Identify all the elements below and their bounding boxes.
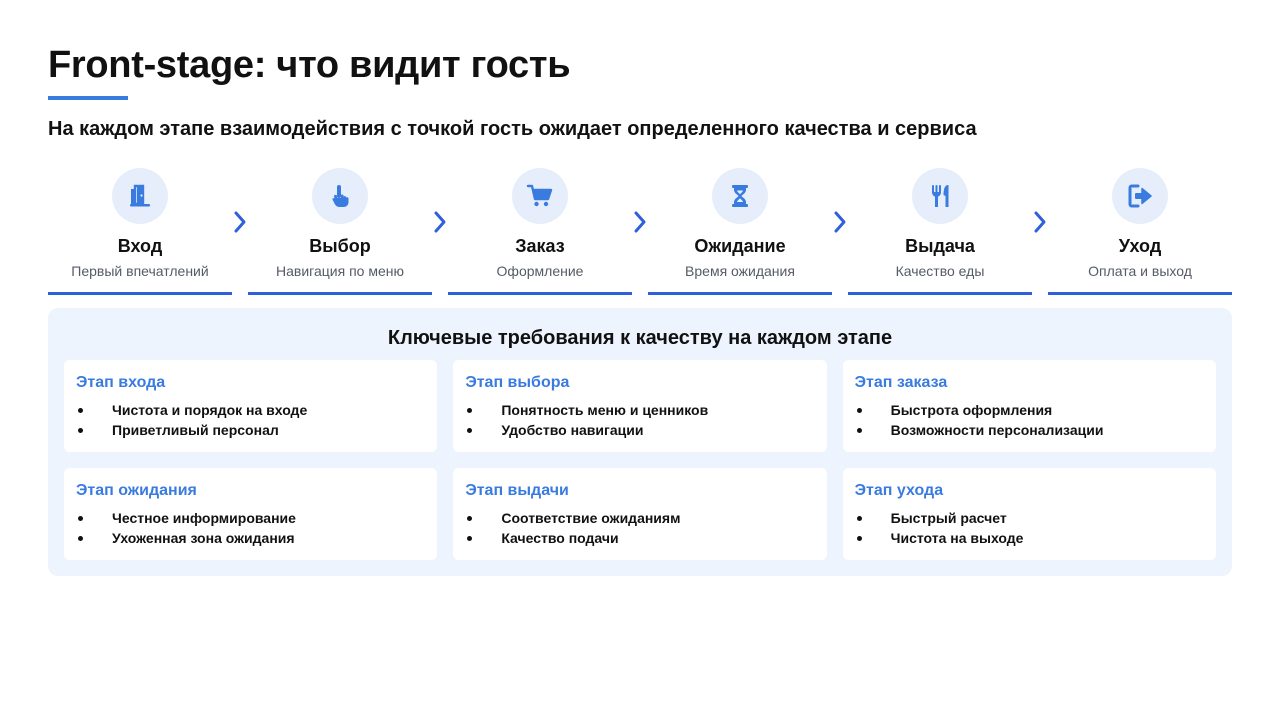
door-enter-icon: [112, 168, 168, 224]
stage-name: Заказ: [515, 236, 565, 256]
requirement-card-entry: [64, 360, 437, 452]
requirement-card-order: [843, 360, 1216, 452]
stage-waiting: [648, 168, 832, 295]
list-item: Быстрота оформления: [855, 400, 1204, 420]
list-item: Ухоженная зона ожидания: [76, 528, 425, 548]
shopping-cart-icon: [512, 168, 568, 224]
stage-description: Время ожидания: [685, 263, 795, 279]
stage-description: Навигация по меню: [276, 263, 404, 279]
stage-description: Качество еды: [895, 263, 985, 279]
requirement-list: [76, 400, 425, 440]
chevron-right-icon: [832, 210, 848, 234]
stage-entry: [48, 168, 232, 295]
requirement-list: [465, 400, 814, 440]
stage-exit: [1048, 168, 1232, 295]
stage-description: Оформление: [496, 263, 584, 279]
sign-out-icon: [1112, 168, 1168, 224]
requirement-card-choice: [453, 360, 826, 452]
stage-name: Вход: [117, 236, 163, 256]
hourglass-icon: [712, 168, 768, 224]
requirement-list: [76, 508, 425, 548]
list-item: Удобство навигации: [465, 420, 814, 440]
list-item: Чистота на выходе: [855, 528, 1204, 548]
stage-description: Первый впечатлений: [71, 263, 209, 279]
chevron-right-icon: [432, 210, 448, 234]
requirement-card-title: Этап заказа: [854, 374, 948, 391]
list-item: Соответствие ожиданиям: [465, 508, 814, 528]
requirement-card-delivery: [453, 468, 826, 560]
requirement-card-title: Этап ухода: [854, 482, 944, 499]
pointing-hand-icon: [312, 168, 368, 224]
title-underline: [48, 96, 128, 100]
requirement-list: [465, 508, 814, 548]
requirements-grid: [64, 360, 1216, 560]
chevron-right-icon: [1032, 210, 1048, 234]
stage-name: Ожидание: [694, 236, 786, 256]
requirement-card-title: Этап выдачи: [465, 482, 569, 499]
requirement-card-exit: [843, 468, 1216, 560]
requirement-card-title: Этап выбора: [465, 374, 570, 391]
requirement-card-waiting: [64, 468, 437, 560]
page-title: Front-stage: что видит гость: [48, 44, 571, 86]
stage-name: Выбор: [309, 236, 371, 256]
requirements-panel: [48, 308, 1232, 576]
stage-name: Уход: [1118, 236, 1162, 256]
list-item: Качество подачи: [465, 528, 814, 548]
requirement-card-title: Этап ожидания: [76, 482, 197, 499]
list-item: Честное информирование: [76, 508, 425, 528]
requirement-card-title: Этап входа: [76, 374, 166, 391]
requirement-list: [855, 508, 1204, 548]
list-item: Приветливый персонал: [76, 420, 425, 440]
chevron-right-icon: [232, 210, 248, 234]
stage-description: Оплата и выход: [1088, 263, 1192, 279]
stage-name: Выдача: [905, 236, 975, 256]
chevron-right-icon: [632, 210, 648, 234]
list-item: Понятность меню и ценников: [465, 400, 814, 420]
requirement-list: [855, 400, 1204, 440]
requirements-title: Ключевые требования к качеству на каждом этапе: [387, 327, 893, 349]
stage-order: [448, 168, 632, 295]
list-item: Чистота и порядок на входе: [76, 400, 425, 420]
stage-choice: [248, 168, 432, 295]
page-subtitle: На каждом этапе взаимодействия с точкой гость ожидает определенного качества и сервиса: [48, 118, 977, 140]
list-item: Возможности персонализации: [855, 420, 1204, 440]
list-item: Быстрый расчет: [855, 508, 1204, 528]
stage-delivery: [848, 168, 1032, 295]
stage-flow: [48, 168, 1232, 294]
fork-knife-icon: [912, 168, 968, 224]
